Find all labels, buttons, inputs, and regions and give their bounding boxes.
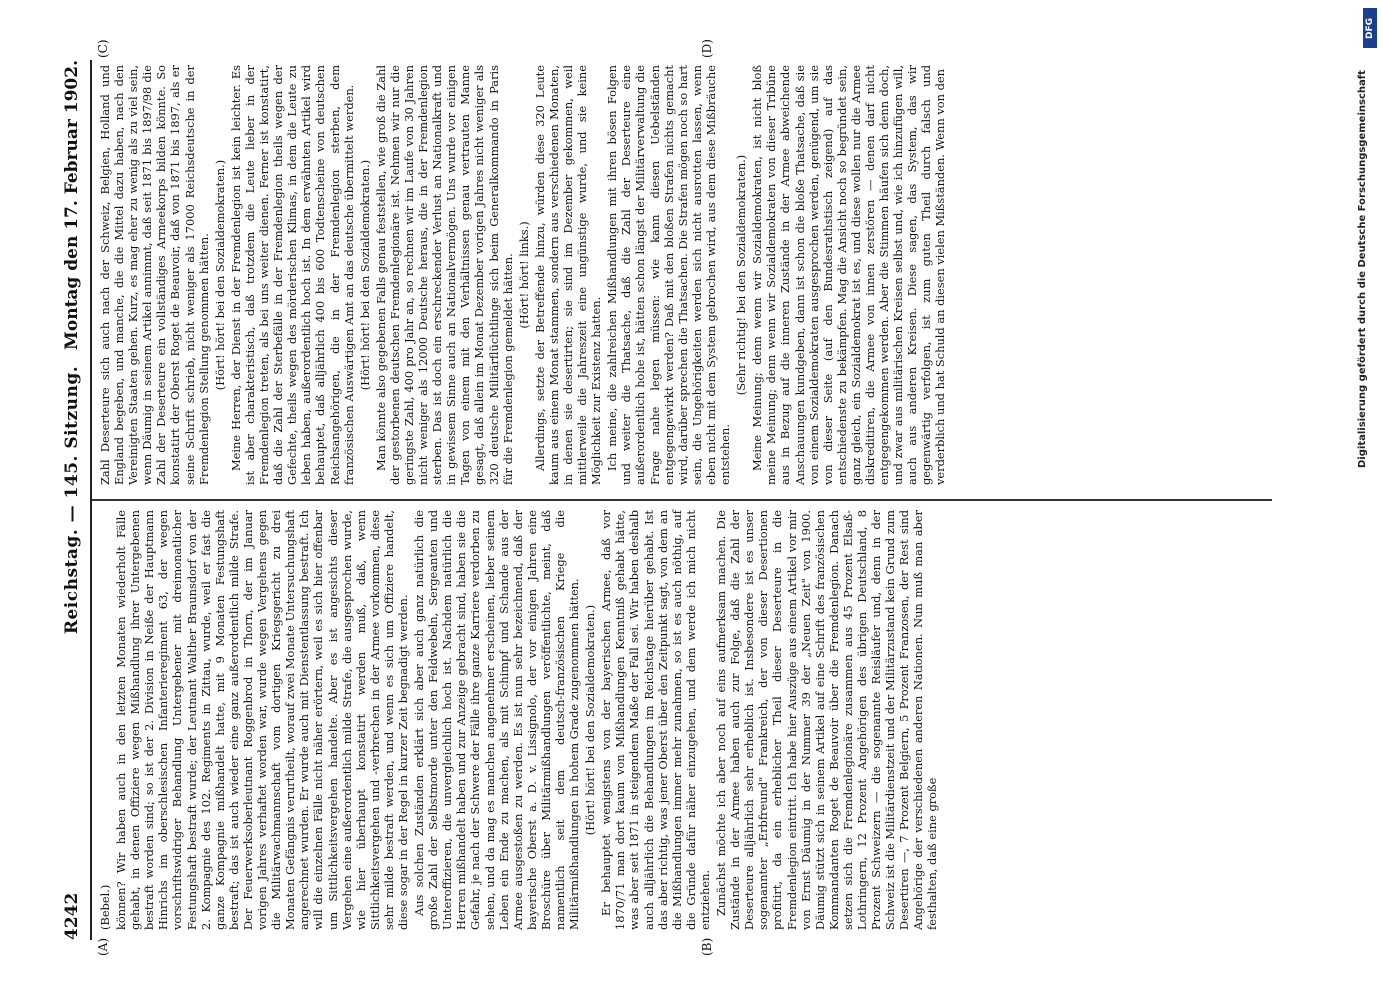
paragraph: Meine Meinung; denn wenn wir Sozialdemokraten, ist nicht bloß meine Meinung; denn wenn wir Sozialdemokraten von dieser Tribüne aus in Bezug auf die inneren Zustände in der Armee abweichende Anschauungen kundgeben, dann ist schon die bloße Thatsache, daß sie von einem Sozialdemokraten ausgesprochen werden, genügend, um sie von dieser Seite (auf den Bundesrathstisch zeigend) auf das entschiedenste zu bekämpfen. Mag die Ansicht noch so begründet sein, ganz gleich, ein Sozialdemokrat ist es, und diese wollen nur die Armee diskreditiren, die Armee von innen zerstören — denen darf nicht entgegengekommen werden. Aber die Stimmen häufen sich denn doch, und zwar aus militärischen Kreisen selbst und, wie ich hinzufügen will, auch aus anderen Kreisen. Diese sagen, das System, das wir gegenwärtig verfolgen, ist zum guten Theil durch falsch und verderblich und hat Schuld an diesen vielen Mißständen. Wenn von den (750, 65, 948, 485)
interjection: (Sehr richtig! bei den Sozialdemokraten.) (734, 154, 749, 396)
interjection: (Hört! hört! bei den Sozialdemokraten.) (357, 159, 372, 391)
paragraph: Zunächst möchte ich aber noch auf eins aufmerksam machen. Die Zustände in der Armee haben auch zur Folge, daß die Zahl der Deserteure alljährlich sehr erheblich ist. Insbesondere ist es unser sogenannter „Erbfreund" Frankreich, der von dieser Desertionen profitirt, da ein erheblicher Theil dieser Deserteure in die Fremdenlegion eintritt. Ich habe hier Auszüge aus einem Artikel vor mir von Ernst Däumig in der Nummer 39 der „Neuen Zeit" von 1900. Däumig stützt sich in seinem Artikel auf eine Schrift des französischen Kommandanten Roget de Beauvoir über die Fremdenlegion. Danach setzen sich die Fremdenlegionäre zusammen aus 45 Prozent Elsaß-Lothringern, 12 Prozent Angehörigen des übrigen Deutschland, 8 Prozent Schweizern — die sogenannte Reisläufer und, denn in der Schweiz ist die Militärdienstzeit und der Militärzustand kein Grund zum Desertiren —, 7 Prozent Belgiern, 5 Prozent Franzosen, der Rest sind Angehörige der verschiedenen anderen Nationen. Nun muß man aber festhalten, daß eine große (714, 510, 940, 930)
page-number: 4242 (62, 892, 82, 940)
credit-strip (1357, 10, 1377, 880)
paragraph: können? Wir haben auch in den letzten Monaten wiederholt Fälle gehabt, in denen Offiziere wegen Mißhandlung ihrer Untergebenen bestraft worden sind; so ist der 2. Division in Neiße der Hauptmann Hinrichs im oberschlesischen Infanterieregiment 63, der wegen vorschriftswidriger Behandlung Untergebener mit dreimonatlicher Festungshaft bestraft wurde; der Leutnant Walther Braunsdorf von der 2. Kompagnie des 102. Regiments in Zittau, wurde, weil er fast die ganze Kompagnie mißhandelt hatte, mit 9 Monaten Festungshaft bestraft; das ist auch wieder eine ganz außerordentlich milde Strafe. Der Feuerwerksoberleutnant Roggenbrod in Thorn, der im Januar vorigen Jahres verhaftet worden war, wurde wegen Vergehens gegen die Militärwachmannschaft vom dortigen Kriegsgericht zu drei Monaten Gefängnis verurtheilt, worauf zwei Monate Untersuchungshaft angerechnet wurden. Er wurde auch mit Dienstentlassung bestraft. Ich will die einzelnen Fälle nicht näher erörtern, weil es sich hier offenbar um Sittlichkeitsvergehen handelte. Aber es ist angesichts dieser Vergehen eine außerordentlich milde Strafe, die ausgesprochen wurde, wie hier überhaupt konstatirt werden muß, daß, wenn Sittlichkeitsvergehen und -verbrechen in der Armee vorkommen, diese sehr milde bestraft werden, und wenn es sich um Offiziere handelt, diese sogar in der Regel in kurzer Zeit begnadigt werden. (114, 510, 410, 930)
interjection: (Hört! hört! links.) (516, 221, 531, 329)
right-column (98, 65, 950, 485)
session-date: Montag den 17. Februar 1902. (62, 60, 82, 350)
paragraph: Allerdings, setzte der Betreffende hinzu, würden diese 320 Leute kaum aus einem Monat stammen, sondern aus verschiedenen Monaten, in denen sie desertirten; sie sind im Dezember gekommen, weil mittlerweile die Jahreszeit eine ungünstige wurde, und sie keine Möglichkeit zur Existenz hatten. (532, 65, 604, 485)
margin-label-d: (D) (700, 39, 714, 58)
interjection: (Hört! hört! bei den Sozialdemokraten.) (212, 159, 227, 391)
speaker-label: (Bebel.) (98, 884, 112, 930)
margin-label-c: (C) (96, 39, 110, 58)
dfg-logo: DFG (1363, 8, 1377, 48)
paragraph: Ich meine, die zahlreichen Mißhandlungen mit ihren bösen Folgen und weiter die Thatsache, daß die Zahl der Deserteure eine außerordentlich hohe ist, hätten schon längst der Militärverwaltung die Frage nahe legen müssen: wie kann diesen Uebelständen entgegengewirkt werden? Daß mit den bloßen Strafen nichts gemacht wird, darüber sprechen die Thatsachen. Die Strafen mögen noch so hart sein, die Ungehörigkeiten werden sich nicht ausrotten lassen, wenn eben nicht mit dem System gebrochen wird, aus dem diese Mißbräuche entstehen. (605, 65, 733, 485)
paragraph: Zahl Deserteure sich auch nach der Schweiz, Belgien, Holland und England begeben, und manche, die die Mittel dazu haben, nach den Vereinigten Staaten gehen. Kurz, es mag eher zu wenig als zu viel sein, wenn Däumig in seinem Artikel annimmt, daß seit 1871 bis 1897/98 die Zahl der Deserteure ein vollständiges Armeekorps bilden könnte. So konstatirt der Oberst Roget de Beauvoir, daß von 1871 bis 1897, als er seine Schrift schrieb, nicht weniger als 17000 Reichsdeutsche in der Fremdenlegion Stellung genommen hätten. (98, 65, 211, 485)
page-header (62, 60, 86, 940)
session-title: Reichstag. — 145. Sitzung. (62, 365, 82, 635)
margin-label-a: (A) (96, 937, 110, 956)
paragraph: Aus solchen Zuständen erklärt sich aber auch ganz natürlich die große Zahl der Selbstmorde unter den Feldwebeln, Sergeanten und Unteroffizieren, die unvergleichlich hoch ist. Nachdem natürlich die Herren mißhandelt haben und zur Anzeige gebracht sind, haben sie die Gefahr, je nach der Schwere der Fälle ihre ganze Karriere verdorben zu sehen, und da mag es manchen angenehmer erscheinen, lieber seinem Leben ein Ende zu machen, als mit Schimpf und Schande aus der Armee ausgestoßen zu werden. Es ist nun sehr bezeichnend, daß der bayerische Oberst a. D. v. Lissignolo, der vor einigen Jahren eine Broschüre über Militärmißhandlungen veröffentlichte, meint, daß namentlich seit dem deutsch-französischen Kriege die Militärmißhandlungen in hohem Grade zugenommen hätten. (412, 510, 582, 930)
paragraph: Meine Herren, der Dienst in der Fremdenlegion ist kein leichter. Es ist aber charakteristisch, daß trotzdem die Leute lieber in der Fremdenlegion treten, als bei uns weiter dienen. Ferner ist konstatirt, daß die Zahl der Sterbefälle in der Fremdenlegion theils wegen der Gefechte, theils wegen des mörderischen Klimas, in dem die Leute zu leben haben, außerordentlich hoch ist. In dem erwähnten Artikel wird behauptet, daß alljährlich 400 bis 600 Todtenscheine von deutschen Reichsangehörigen, die in der Fremdenlegion sterben, dem französischen Auswärtigen Amt an das deutsche übermittelt werden. (228, 65, 356, 485)
margin-label-b: (B) (700, 937, 714, 956)
paragraph: Er behauptet wenigstens von der bayerischen Armee, daß vor 1870/71 man dort kaum von Mißhandlungen Kenntniß gehabt hätte, was aber seit 1871 in steigendem Maße der Fall sei. Wir haben deshalb auch alljährlich die Behandlungen im Reichstage hierüber gehabt. Ist das aber richtig, was jener Oberst über den Zeitpunkt sagt, von dem an die Mißhandlungen immer mehr zunahmen, so ist es auch nöthig, auf die Gründe dafür näher einzugehen, und dem werde ich mich nicht entziehen. (599, 510, 712, 930)
paragraph: Man könnte also gegebenen Falls genau feststellen, wie groß die Zahl der gestorbenen deutschen Fremdenlegionäre ist. Nehmen wir nur die geringste Zahl, 400 pro Jahr an, so rechnen wir im Laufe von 30 Jahren nicht weniger als 12000 Deutsche heraus, die in der Fremdenlegion sterben. Das ist doch ein erschreckender Verlust an Nationalkraft und in gewissem Sinne auch an Nationalvermögen. Uns wurde vor einigen Tagen von einem mit den Verhältnissen genau vertrauten Manne gesagt, daß allein im Monat Dezember vorigen Jahres nicht weniger als 320 deutsche Militärflüchtlinge sich beim Generalkommando in Paris für die Fremdenlegion gemeldet hätten. (373, 65, 515, 485)
interjection: (Hört! hört! bei den Sozialdemokraten.) (583, 604, 598, 836)
left-column (98, 510, 942, 930)
column-divider (92, 500, 1272, 502)
digitization-credit: Digitalisierung gefördert durch die Deutsche Forschungsgemeinschaft (1357, 70, 1368, 468)
